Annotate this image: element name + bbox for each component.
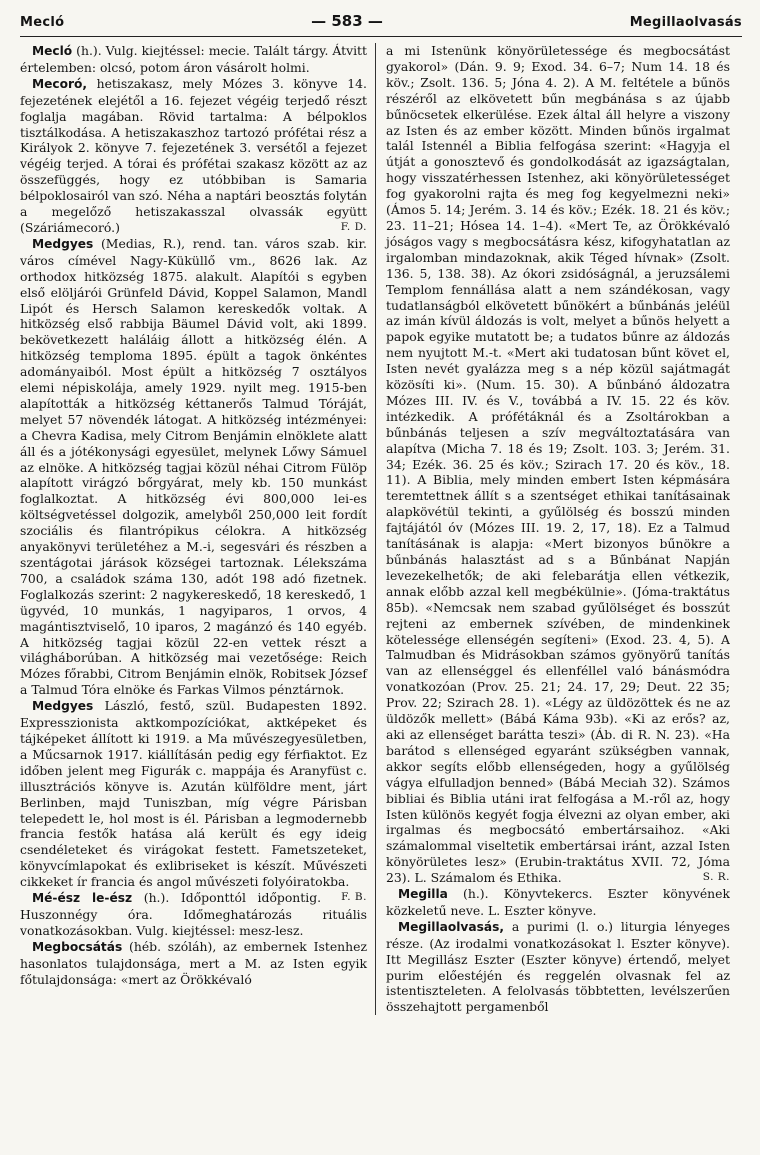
entry-headword: Megilla (398, 887, 448, 902)
entry-megbocsatas-continued (386, 43, 730, 886)
entry-body: (h.). Vulg. kiejtéssel: mecie. Talált tárgy. Átvitt értelemben: olcsó, potom áron vásárolt holmi. (20, 43, 367, 75)
page-header (20, 12, 742, 37)
page-number: — 583 — (311, 12, 383, 30)
left-column (20, 43, 375, 1015)
entry-headword: Megillaolvasás, (398, 919, 504, 934)
entry-headword: Megbocsátás (32, 939, 123, 954)
entry-headword: Mecló (32, 44, 73, 58)
text-columns (20, 43, 742, 1015)
entry-body: a mi Istenünk könyörületessége és megbocsátást gyakorol» (Dán. 9. 9; Exod. 34. 6–7; Num 14. 18 és köv.; Zsolt. 136. 5; Jóna 4. 2). A M. feltétele a bűnös részéről az elkövetett bűn megbánása s az újabb bűnöcsetek elkerülése. Ezek által áll helyre a viszony az Isten és az ember között. Minden bűnös irgalmat talál Istennél a Biblia felfogása szerint: «Hagyja el útját a gonosztevő és gondolkodását az igazságtalan, hogy visszatérhessen Istenhez, aki könyörületességet fog gyakorolni rajta és meg fog kegyelmezni neki» (Ámos 5. 14; Jerém. 3. 14 és köv.; Ezék. 18. 21 és köv.; 23. 11–21; Hósea 14. 1–4). «Mert Te, az Örökkévaló jóságos vagy s megbocsátásra kész, kifogyhatatlan az irgalomban mindazoknak, akik Téged hívnak» (Zsolt. 136. 5, 138. 38). Az ókori zsidóságnál, a jeruzsálemi Templom fennállása alatt a nem szándékosan, vagy tudatlanságból elkövetett bűnökért a bűnbánás jeléül az imán kívül áldozás is volt, melyet a bűnös helyett a papok egyike mutatott be; a tudatos bűnre az áldozás nem nyujtott M.-t. «Mert aki tudatosan bűnt követ el, Isten nevét gyalázza meg s a nép közül sajátmagát közösíti ki». (Num. 15. 30). A bűnbánó áldozatra Mózes III. IV. és V., továbbá a IV. 15. 22 és köv. intézkedik. A prófétáknál és a Zsoltárokban a bűnbánás teljesen a szív megváltoztatására van alapítva (Micha 7. 18 és 19; Zsolt. 103. 3; Jerém. 31. 34; Ezék. 36. 25 és köv.; Szirach 17. 20 és köv., 18. 11). A Biblia, mely minden embert Isten képmására teremtettnek állít s a szentséget ethikai tanításainak alapkövétül tekinti, a gyűlölség és bosszú minden fajtájától óv (Mózes III. 19. 2, 17, 18). Ez a Talmud tanításának is alapja: «Mert bizonyos bűnökre a bűnbánás halasztást ad s a Bűnbánat Napján levezekelhetők; de aki felebarátja ellen vétkezik, annak előbb azzal kell megbékülnie». (Jóma-traktátus 85b). «Nemcsak nem szabad gyűlölséget és bosszút rejteni az embernek szívében, de mindenkinek kötelessége ellenségén segíteni» (Exod. 23. 4, 5). A Talmudban és Midrásokban számos gyönyörű tanítás van az ellenséggel és ellenféllel való bánásmódra vonatkozóan (Prov. 25. 21; 24. 17, 29; Deut. 22 35; Prov. 22; Szirach 28. 1). «Légy az üldözöttek és ne az üldözők mellett» (Bábá Káma 93b). «Ki az erős? az, aki az ellenséget barátta teszi» (Áb. di R. N. 23). «Ha barátod s ellenséged egyaránt szükségben vannak, akkor segíts előbb ellenségeden, hogy a gyűlölség vágya elfulladjon benned» (Bábá Meciah 32). Számos bibliai és Biblia utáni irat felfogása a M.-ről az, hogy Isten különös kegyét fogja élvezni az olyan ember, aki irgalmas és megbocsátó embertársaihoz. «Aki számalommal viseltetik embertársai iránt, azzal Isten könyörületes lesz» (Erubin-traktátus XVII. 72, Jóma 23). L. Számalom és Ethika. (386, 43, 730, 886)
entry-me-esz-le-esz (20, 890, 367, 939)
right-column (375, 43, 730, 1015)
header-right-guideword: Megillaolvasás (629, 15, 742, 30)
entry-megbocsatas (20, 939, 367, 988)
entry-body: (h.). Időponttól időpontig. Huszonnégy óra. Időmeghatározás rituális vonatkozásokban. Vulg. kiejtéssel: mesz-lesz. (20, 890, 367, 938)
author-signature: F. B. (341, 891, 367, 904)
author-signature: S. R. (702, 871, 730, 884)
entry-body: (h.). Könyvtekercs. Eszter könyvének közkeletű neve. L. Eszter könyve. (386, 886, 730, 918)
entry-mecoro (20, 76, 367, 236)
entry-meclo (20, 43, 367, 76)
entry-headword: Medgyes (32, 236, 94, 251)
author-signature: F. D. (340, 220, 367, 233)
entry-headword: Mecoró, (32, 76, 88, 91)
entry-medgyes-town (20, 236, 367, 698)
entry-body: László, festő, szül. Budapesten 1892. Expresszionista aktkompozíciókat, aktképeket és tájképeket állított ki 1919. a Ma művészegyesületben, a Műcsarnok 1917. kiállításán pedig egy férfiaktot. Ez időben jelent meg Figurák c. mappája és Aranyfüst c. illusztrációs könyve is. Azután külföldre ment, járt Berlinben, majd Tuniszban, míg végre Párisban telepedett le, hol most is él. Párisban a legmodernebb francia festők hatása alá került és egy ideig csendéleteket és virágokat festett. Fametszeteket, könyvcímlapokat és exlibriseket is készít. Művészeti cikkeket ír francia és angol művészeti folyóiratokba. (20, 698, 367, 890)
entry-megilla (386, 886, 730, 919)
entry-body: hetiszakasz, mely Mózes 3. könyve 14. fejezetének elejétől a 16. fejezet végéig terjedő részt foglalja magában. Rövid tartalma: A bélpoklos tisztálkodása. A hetiszakaszhoz tartozó prófétai rész a Királyok 2. könyve 7. fejezetének 3. versétől a fejezet végéig terjed. A tórai és prófétai szakasz között az az összefüggés, hogy ez utóbbiban is Samaria bélpoklosairól van szó. Néha a naptári beosztás folytán a megelőző hetiszakasszal olvassák együtt (Száriámecoró.) (20, 75, 367, 235)
entry-headword: Mé-ész le-ész (32, 891, 133, 906)
entry-body: a purimi (l. o.) liturgia lényeges része. (Az irodalmi vonatkozásokat l. Eszter könyve). Itt Megillász Eszter (Eszter könyve) értendő, melyet purim előestéjén és reggelén olvasnak fel az istentiszteleten. A felolvasás többtetten, levélszerűen összehajtott pergamenből (386, 918, 730, 1015)
entry-body: (héb. szóláh), az embernek Istenhez hasonlatos tulajdonsága, mert a M. az Isten egyik főtulajdonsága: «mert az Örökkévaló (20, 938, 367, 987)
entry-megillaolvasas (386, 919, 730, 1015)
header-left-guideword: Mecló (20, 15, 65, 30)
entry-body: (Medias, R.), rend. tan. város szab. kir. város címével Nagy-Küküllő vm., 8626 lak. Az orthodox hitközség 1875. alakult. Alapítói s egyben első elöljárói Grünfeld Dávid, Koppel Salamon, Mandl Lipót és Hersch Salamon kereskedők voltak. A hitközség első rabbija Bäumel Dávid volt, aki 1899. bekövetkezett haláláig állott a hitközség élén. A hitközség temploma 1895. épült a tagok önkéntes adományaiból. Most épült a hitközség 7 osztályos elemi népiskolája, amely 1929. nyilt meg. 1915-ben alapították a hitközség kéttanerős Talmud Tóráját, melyet 57 növendék látogat. A hitközség intézményei: a Chevra Kadisa, mely Citrom Benjámin elnöklete alatt áll és a jótékonysági egyesület, melynek Lőwy Sámuel az elnöke. A hitközség tagjai közül néhai Citrom Fülöp alapított virágzó bőrgyárat, mely kb. 150 munkást foglalkoztat. A hitközség évi 800,000 lei-es költségvetéssel dolgozik, amelyből 250,000 leit fordít szociális és filantrópikus célokra. A hitközség anyakönyvi területéhez a M.-i, segesvári és részben a szentágotai járások községei tartoznak. Lélekszáma 700, a családok száma 130, adót 198 adó fizetnek. Foglalkozás szerint: 2 nagykereskedő, 18 kereskedő, 1 ügyvéd, 10 munkás, 1 nagyiparos, 1 orvos, 4 magántisztviselő, 10 iparos, 2 magánzó és 140 egyéb. A hitközség tagjai közül 22-en vettek részt a világháborúban. A hitközség mai vezetősége: Reich Mózes főrabbi, Citrom Benjámin elnök, Robitsek József a Talmud Tóra elnöke és Farkas Vilmos pénztárnok. (20, 235, 367, 698)
entry-headword: Medgyes (32, 699, 94, 714)
